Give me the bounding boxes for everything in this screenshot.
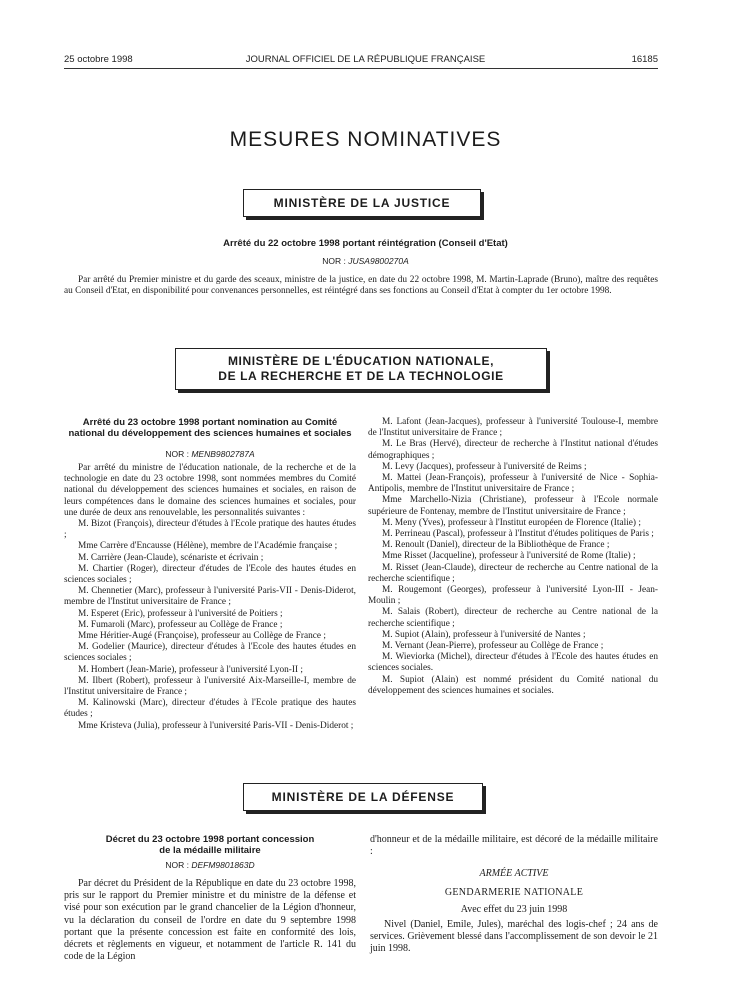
justice-ministry-box [243,189,481,217]
member-entry: M. Hombert (Jean-Marie), professeur à l'université Lyon-II ; [78,664,303,675]
nor-code: DEFM9801863D [191,860,255,870]
education-ministry-line1: MINISTÈRE DE L'ÉDUCATION NATIONALE, [227,354,495,368]
defense-ministry-box [243,783,483,811]
header-rule [64,68,658,69]
education-right-column [368,417,658,697]
effet-date: Avec effet du 23 juin 1998 [460,903,568,915]
defense-left-body: Par décret du Président de la République en date du 23 octobre 1998, pris sur le rapport du Premier ministre et du ministre de la défense et visé pour son exécution par le grand chancelier de la Légion d'honneur, vu la déclaration du conseil de l'ordre en date du 9 septembre 1998 portant que la présente concession est faite en conformité des lois, décrets et règlements en vigueur, et notamment de l'article R. 141 du code de la Légion [64,878,356,963]
main-title: MESURES NOMINATIVES [229,128,502,151]
education-ministry-line2: DE LA RECHERCHE ET DE LA TECHNOLOGIE [218,369,504,383]
member-entry: M. Esperet (Eric), professeur à l'université de Poitiers ; [78,608,283,619]
member-entry: M. Renoult (Daniel), directeur de la Bibliothèque de France ; [382,540,610,551]
education-ministry-box [175,348,547,390]
defense-ministry-title: MINISTÈRE DE LA DÉFENSE [271,790,455,804]
member-entry: M. Ilbert (Robert), professeur à l'université Aix-Marseille-I, membre de l'Institut universitaire de France ; [64,675,356,698]
decret-line1: Décret du 23 octobre 1998 portant concession [105,834,315,845]
member-entry: Mme Marchello-Nizia (Christiane), professeur à l'Ecole normale supérieure de Fontenay, membre de l'Institut universitaire de France ; [368,495,658,517]
education-closing: M. Supiot (Alain) est nommé président du Comité national du développement des sciences humaines et sociales. [368,674,658,696]
justice-ministry-title: MINISTÈRE DE LA JUSTICE [273,196,451,210]
member-entry: M. Le Bras (Hervé), directeur de recherche à l'Institut national d'études démographiques ; [368,439,658,461]
member-entry: M. Meny (Yves), professeur à l'Institut européen de Florence (Italie) ; [382,517,641,528]
member-entry: M. Supiot (Alain), professeur à l'université de Nantes ; [382,629,586,640]
member-entry: M. Perrineau (Pascal), professeur à l'Institut d'études politiques de Paris ; [382,529,654,540]
member-entry: M. Bizot (François), directeur d'études à l'Ecole pratique des hautes études ; [64,519,356,541]
member-entry: M. Lafont (Jean-Jacques), professeur à l'université Toulouse-I, membre de l'Institut universitaire de France ; [368,417,658,439]
nor-label: NOR : [165,449,189,459]
nivel-entry: Nivel (Daniel, Emile, Jules), maréchal des logis-chef ; 24 ans de services. Grièvement blessé dans l'accomplissement de son devoir le 21 juin 1998. [370,919,658,955]
member-entry: M. Vernant (Jean-Pierre), professeur au Collège de France ; [382,641,604,652]
member-entry: Mme Kristeva (Julia), professeur à l'université Paris-VII - Denis-Diderot ; [78,720,354,731]
decret-line2: de la médaille militaire [159,845,261,856]
member-entry: M. Wieviorka (Michel), directeur d'études à l'Ecole des hautes études en sciences sociales. [368,652,658,674]
education-intro: Par arrêté du ministre de l'éducation nationale, de la recherche et de la technologie en date du 23 octobre 1998, sont nommées membres du Comité national du développement des sciences humaines et sociales, en raison de leurs compétences dans le domaine des sciences humaines et sociales, pour une durée de deux ans renouvelable, les personnalités suivantes : [64,463,356,518]
header-journal-title: JOURNAL OFFICIEL DE LA RÉPUBLIQUE FRANÇAISE [245,54,486,65]
gendarmerie-heading: GENDARMERIE NATIONALE [444,886,584,898]
defense-continuation: d'honneur et de la médaille militaire, est décoré de la médaille militaire : [370,834,658,858]
defense-decret-title [64,834,356,856]
member-entry: M. Rougemont (Georges), professeur à l'université Lyon-III - Jean-Moulin ; [368,585,658,607]
header-page-number: 16185 [631,54,658,65]
defense-nor [64,860,356,870]
nor-label: NOR : [322,256,346,266]
member-entry: M. Risset (Jean-Claude), directeur de recherche au Centre national de la recherche scientifique ; [368,562,658,584]
education-arrete-title: Arrêté du 23 octobre 1998 portant nomination au Comité national du développement des sciences humaines et sociales [68,417,352,439]
left-member-list [64,519,356,732]
nor-label: NOR : [165,860,189,870]
member-entry: Mme Héritier-Augé (Françoise), professeur au Collège de France ; [78,631,326,642]
member-entry: M. Levy (Jacques), professeur à l'université de Reims ; [382,461,587,472]
member-entry: Mme Risset (Jacqueline), professeur à l'université de Rome (Italie) ; [382,551,636,562]
member-entry: M. Fumaroli (Marc), professeur au Collège de France ; [78,619,283,630]
member-entry: Mme Carrère d'Encausse (Hélène), membre de l'Académie française ; [78,541,338,552]
member-entry: M. Godelier (Maurice), directeur d'études à l'Ecole des hautes études en sciences sociales ; [64,642,356,664]
justice-nor [120,256,611,266]
member-entry: M. Chennetier (Marc), professeur à l'université Paris-VII - Denis-Diderot, membre de l'Institut universitaire de France ; [64,586,356,608]
justice-arrete-title: Arrêté du 22 octobre 1998 portant réintégration (Conseil d'Etat) [223,238,508,249]
education-nor [64,449,356,459]
header-date: 25 octobre 1998 [64,54,133,65]
nor-code: MENB9802787A [191,449,255,459]
defense-right-column [370,834,658,956]
member-entry: M. Mattei (Jean-François), professeur à l'université de Nice - Sophia-Antipolis, membre de l'Institut universitaire de France ; [368,473,658,495]
member-entry: M. Salais (Robert), directeur de recherche au Centre national de la recherche scientifique ; [368,607,658,629]
justice-body: Par arrêté du Premier ministre et du garde des sceaux, ministre de la justice, en date du 22 octobre 1998, M. Martin-Laprade (Bruno), maître des requêtes au Conseil d'Etat, en disponibilité pour convenances personnelles, est réintégré dans ses fonctions au Conseil d'Etat à compter du 1er octobre 1998. [64,275,658,297]
nor-code: JUSA9800270A [348,256,409,266]
member-entry: M. Kalinowski (Marc), directeur d'études à l'Ecole pratique des hautes études ; [64,698,356,720]
education-left-column [64,463,356,732]
armee-active-heading: ARMÉE ACTIVE [479,868,549,880]
right-member-list [368,417,658,675]
member-entry: M. Carrière (Jean-Claude), scénariste et écrivain ; [78,552,264,563]
member-entry: M. Chartier (Roger), directeur d'études de l'Ecole des hautes études en sciences sociales ; [64,563,356,586]
